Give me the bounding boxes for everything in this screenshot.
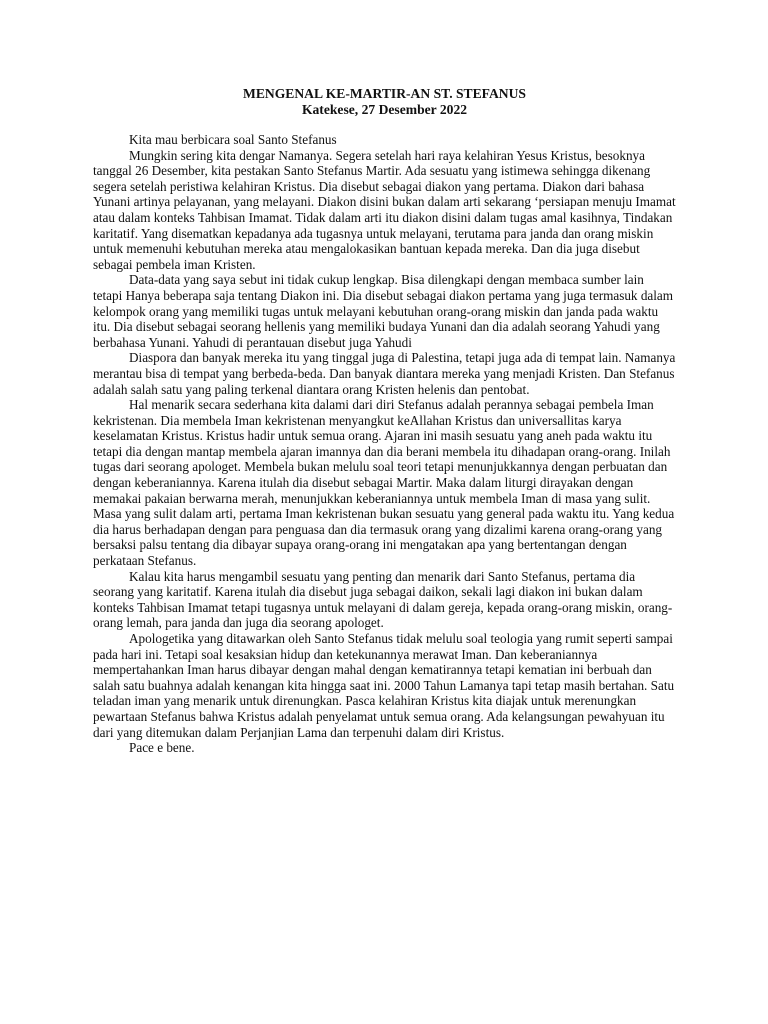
paragraph-3: Data-data yang saya sebut ini tidak cukup lengkap. Bisa dilengkapi dengan membaca sumber lain tetapi Hanya beberapa saja tentang Diakon ini. Dia disebut sebagai diakon pertama yang juga termasuk dalam kelompok orang yang memiliki tugas untuk melayani kebutuhan orang-orang miskin dan janda pada waktu itu. Dia disebut sebagai seorang hellenis yang memiliki budaya Yunani dan dia adalah seorang Yahudi yang berbahasa Yunani. Yahudi di perantauan disebut juga Yahudi [93,272,674,350]
paragraph-2: Mungkin sering kita dengar Namanya. Segera setelah hari raya kelahiran Yesus Kristus, besoknya tanggal 26 Desember, kita pestakan Santo Stefanus Martir. Ada sesuatu yang istimewa sehingga dikenang segera setelah peristiwa kelahiran Kristus. Dia disebut sebagai diakon yang pertama. Diakon dari bahasa Yunani artinya pelayanan, yang melayani. Diakon disini bukan dalam arti sekarang ‘persiapan menuju Imamat atau dalam konteks Tahbisan Imamat. Tidak dalam arti itu diakon disini dalam tugas amal kasihnya, Tindakan karitatif. Yang disematkan kepadanya ada tugasnya untuk melayani, terutama para janda dan orang miskin untuk memenuhi kebutuhan mereka atau mengalokasikan bantuan kepada mereka. Dan dia juga disebut sebagai pembela iman Kristen. [93,147,676,272]
document-subtitle: Katekese, 27 Desember 2022 [301,102,468,117]
document-body [93,86,676,756]
document-title: MENGENAL KE-MARTIR-AN ST. STEFANUS [242,86,526,101]
paragraph-8: Pace e bene. [129,740,195,756]
paragraph-4: Diaspora dan banyak mereka itu yang tinggal juga di Palestina, tetapi juga ada di tempat lain. Namanya merantau bisa di tempat yang berbeda-beda. Dan banyak diantara mereka yang menjadi Kristen. Dan Stefanus adalah salah satu yang paling terkenal diantara orang Kristen helenis dan pentobat. [93,350,676,397]
paragraph-7: Apologetika yang ditawarkan oleh Santo Stefanus tidak melulu soal teologia yang rumit seperti sampai pada hari ini. Tetapi soal kesaksian hidup dan ketekunannya merawat Iman. Dan keberaniannya mempertahankan Iman harus dibayar dengan mahal dengan kematirannya tetapi kematian ini berbuah dan salah satu buahnya adalah kenangan kita hingga saat ini. 2000 Tahun Lamanya tapi tetap masih bertahan. Satu teladan iman yang menarik untuk direnungkan. Pasca kelahiran Kristus kita diajak untuk merenungkan pewartaan Stefanus bahwa Kristus adalah penyelamat untuk semua orang. Ada kelangsungan pewahyuan itu dari yang ditemukan dalam Perjanjian Lama dan terpenuhi dalam diri Kristus. [93,631,675,740]
paragraph-5: Hal menarik secara sederhana kita dalami dari diri Stefanus adalah perannya sebagai pembela Iman kekristenan. Dia membela Iman kekristenan menyangkut keAllahan Kristus dan universallitas karya keselamatan Kristus. Kristus hadir untuk semua orang. Ajaran ini masih sesuatu yang aneh pada waktu itu tetapi dia dengan mantap membela ajaran imannya dan dia berani membela itu dihadapan orang-orang. Inilah tugas dari seorang apologet. Membela bukan melulu soal teori tetapi menunjukkannya dengan perbuatan dan dengan keberaniannya. Karena itulah dia disebut sebagai Martir. Maka dalam liturgi dirayakan dengan memakai pakaian berwarna merah, menunjukkan keberaniannya untuk membela Iman di masa yang sulit. Masa yang sulit dalam arti, pertama Iman kekristenan bukan sesuatu yang general pada waktu itu. Yang kedua dia harus berhadapan dengan para penguasa dan dia termasuk orang yang dizalimi karena orang-orang yang bersaksi palsu tentang dia dibayar supaya orang-orang ini mengatakan apa yang bertentangan dengan perkataan Stefanus. [93,397,675,569]
paragraph-1: Kita mau berbicara soal Santo Stefanus [129,132,337,147]
paragraph-6: Kalau kita harus mengambil sesuatu yang penting dan menarik dari Santo Stefanus, pertama dia seorang yang karitatif. Karena itulah dia disebut juga sebagai daikon, sekali lagi diakon ini bukan dalam konteks Tahbisan Imamat tetapi tugasnya untuk melayani di dalam gereja, kepada orang-orang miskin, orang-orang lemah, para janda dan juga dia seorang apologet. [93,568,673,631]
